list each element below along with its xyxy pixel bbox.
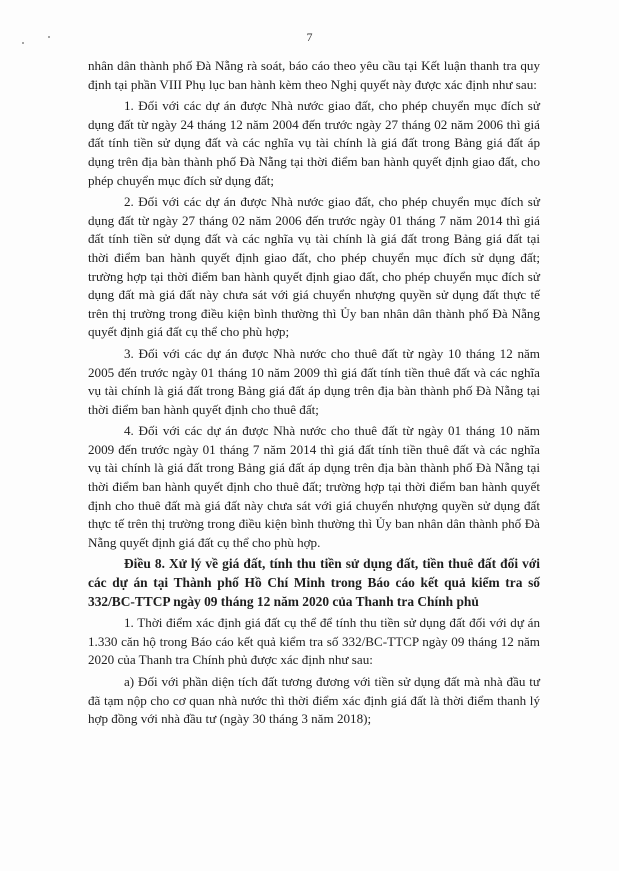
- page-number: 7: [306, 30, 313, 44]
- paragraph-continuation: nhân dân thành phố Đà Nẵng rà soát, báo cáo theo yêu cầu tại Kết luận thanh tra quy định tại phần VIII Phụ lục ban hành kèm theo Nghị quyết này được xác định như sau:: [88, 58, 540, 92]
- paragraph-item-1: 1. Đối với các dự án được Nhà nước giao đất, cho phép chuyển mục đích sử dụng đất từ ngày 24 tháng 12 năm 2004 đến trước ngày 27 tháng 02 năm 2006 thì giá đất tính tiền sử dụng đất và các nghĩa vụ tài chính là giá đất trong Bảng giá đất áp dụng trên địa bàn thành phố Đà Nẵng tại thời điểm ban hành quyết định giao đất, cho phép chuyển mục đích sử dụng đất;: [88, 98, 540, 188]
- paragraph-article8-item-1: 1. Thời điểm xác định giá đất cụ thể để tính thu tiền sử dụng đất đối với dự án 1.330 căn hộ trong Báo cáo kết quả kiểm tra số 332/BC-TTCP ngày 09 tháng 12 năm 2020 của Thanh tra Chính phủ được xác định như sau:: [88, 615, 540, 668]
- paragraph-article8-item-1a: a) Đối với phần diện tích đất tương đương với tiền sử dụng đất mà nhà đầu tư đã tạm nộp cho cơ quan nhà nước thì thời điểm xác định giá đất là thời điểm thanh lý hợp đồng với nhà đầu tư (ngày 30 tháng 3 năm 2018);: [88, 674, 540, 727]
- paragraph-item-4: 4. Đối với các dự án được Nhà nước cho thuê đất từ ngày 01 tháng 10 năm 2009 đến trước ngày 01 tháng 7 năm 2014 thì giá đất tính tiền thuê đất và các nghĩa vụ tài chính là giá đất trong Bảng giá đất áp dụng trên địa bàn thành phố Đà Nẵng tại thời điểm ban hành quyết định cho thuê đất; trường hợp tại thời điểm ban hành quyết định cho thuê đất mà giá đất này chưa sát với giá chuyển nhượng quyền sử dụng đất thực tế trên thị trường trong điều kiện bình thường thì Ủy ban nhân dân thành phố Đà Nẵng quyết định giá đất cụ thể cho phù hợp.: [88, 423, 540, 550]
- document-body: [88, 57, 540, 732]
- paragraph-item-2: 2. Đối với các dự án được Nhà nước giao đất, cho phép chuyển mục đích sử dụng đất từ ngày 27 tháng 02 năm 2006 đến trước ngày 01 tháng 7 năm 2014 thì giá đất tính tiền sử dụng đất và các nghĩa vụ tài chính là giá đất trong Bảng giá đất tại thời điểm ban hành quyết định giao đất, cho phép chuyển mục đích sử dụng đất; trường hợp tại thời điểm ban hành quyết định giao đất, cho phép chuyển mục đích sử dụng đất mà giá đất này chưa sát với giá chuyển nhượng quyền sử dụng đất thực tế trên thị trường trong điều kiện bình thường thì Ủy ban nhân dân thành phố Đà Nẵng quyết định giá đất cụ thể cho phù hợp;: [88, 194, 540, 340]
- paragraph-item-3: 3. Đối với các dự án được Nhà nước cho thuê đất từ ngày 10 tháng 12 năm 2005 đến trước ngày 01 tháng 10 năm 2009 thì giá đất tính tiền thuê đất và các nghĩa vụ tài chính là giá đất trong Bảng giá đất áp dụng trên địa bàn thành phố Đà Nẵng tại thời điểm ban hành quyết định cho thuê đất;: [88, 345, 540, 417]
- article-8-heading: Điều 8. Xử lý về giá đất, tính thu tiền sử dụng đất, tiền thuê đất đối với các dự án tại Thành phố Hồ Chí Minh trong Báo cáo kết quả kiểm tra số 332/BC-TTCP ngày 09 tháng 12 năm 2020 của Thanh tra Chính phủ: [88, 556, 540, 609]
